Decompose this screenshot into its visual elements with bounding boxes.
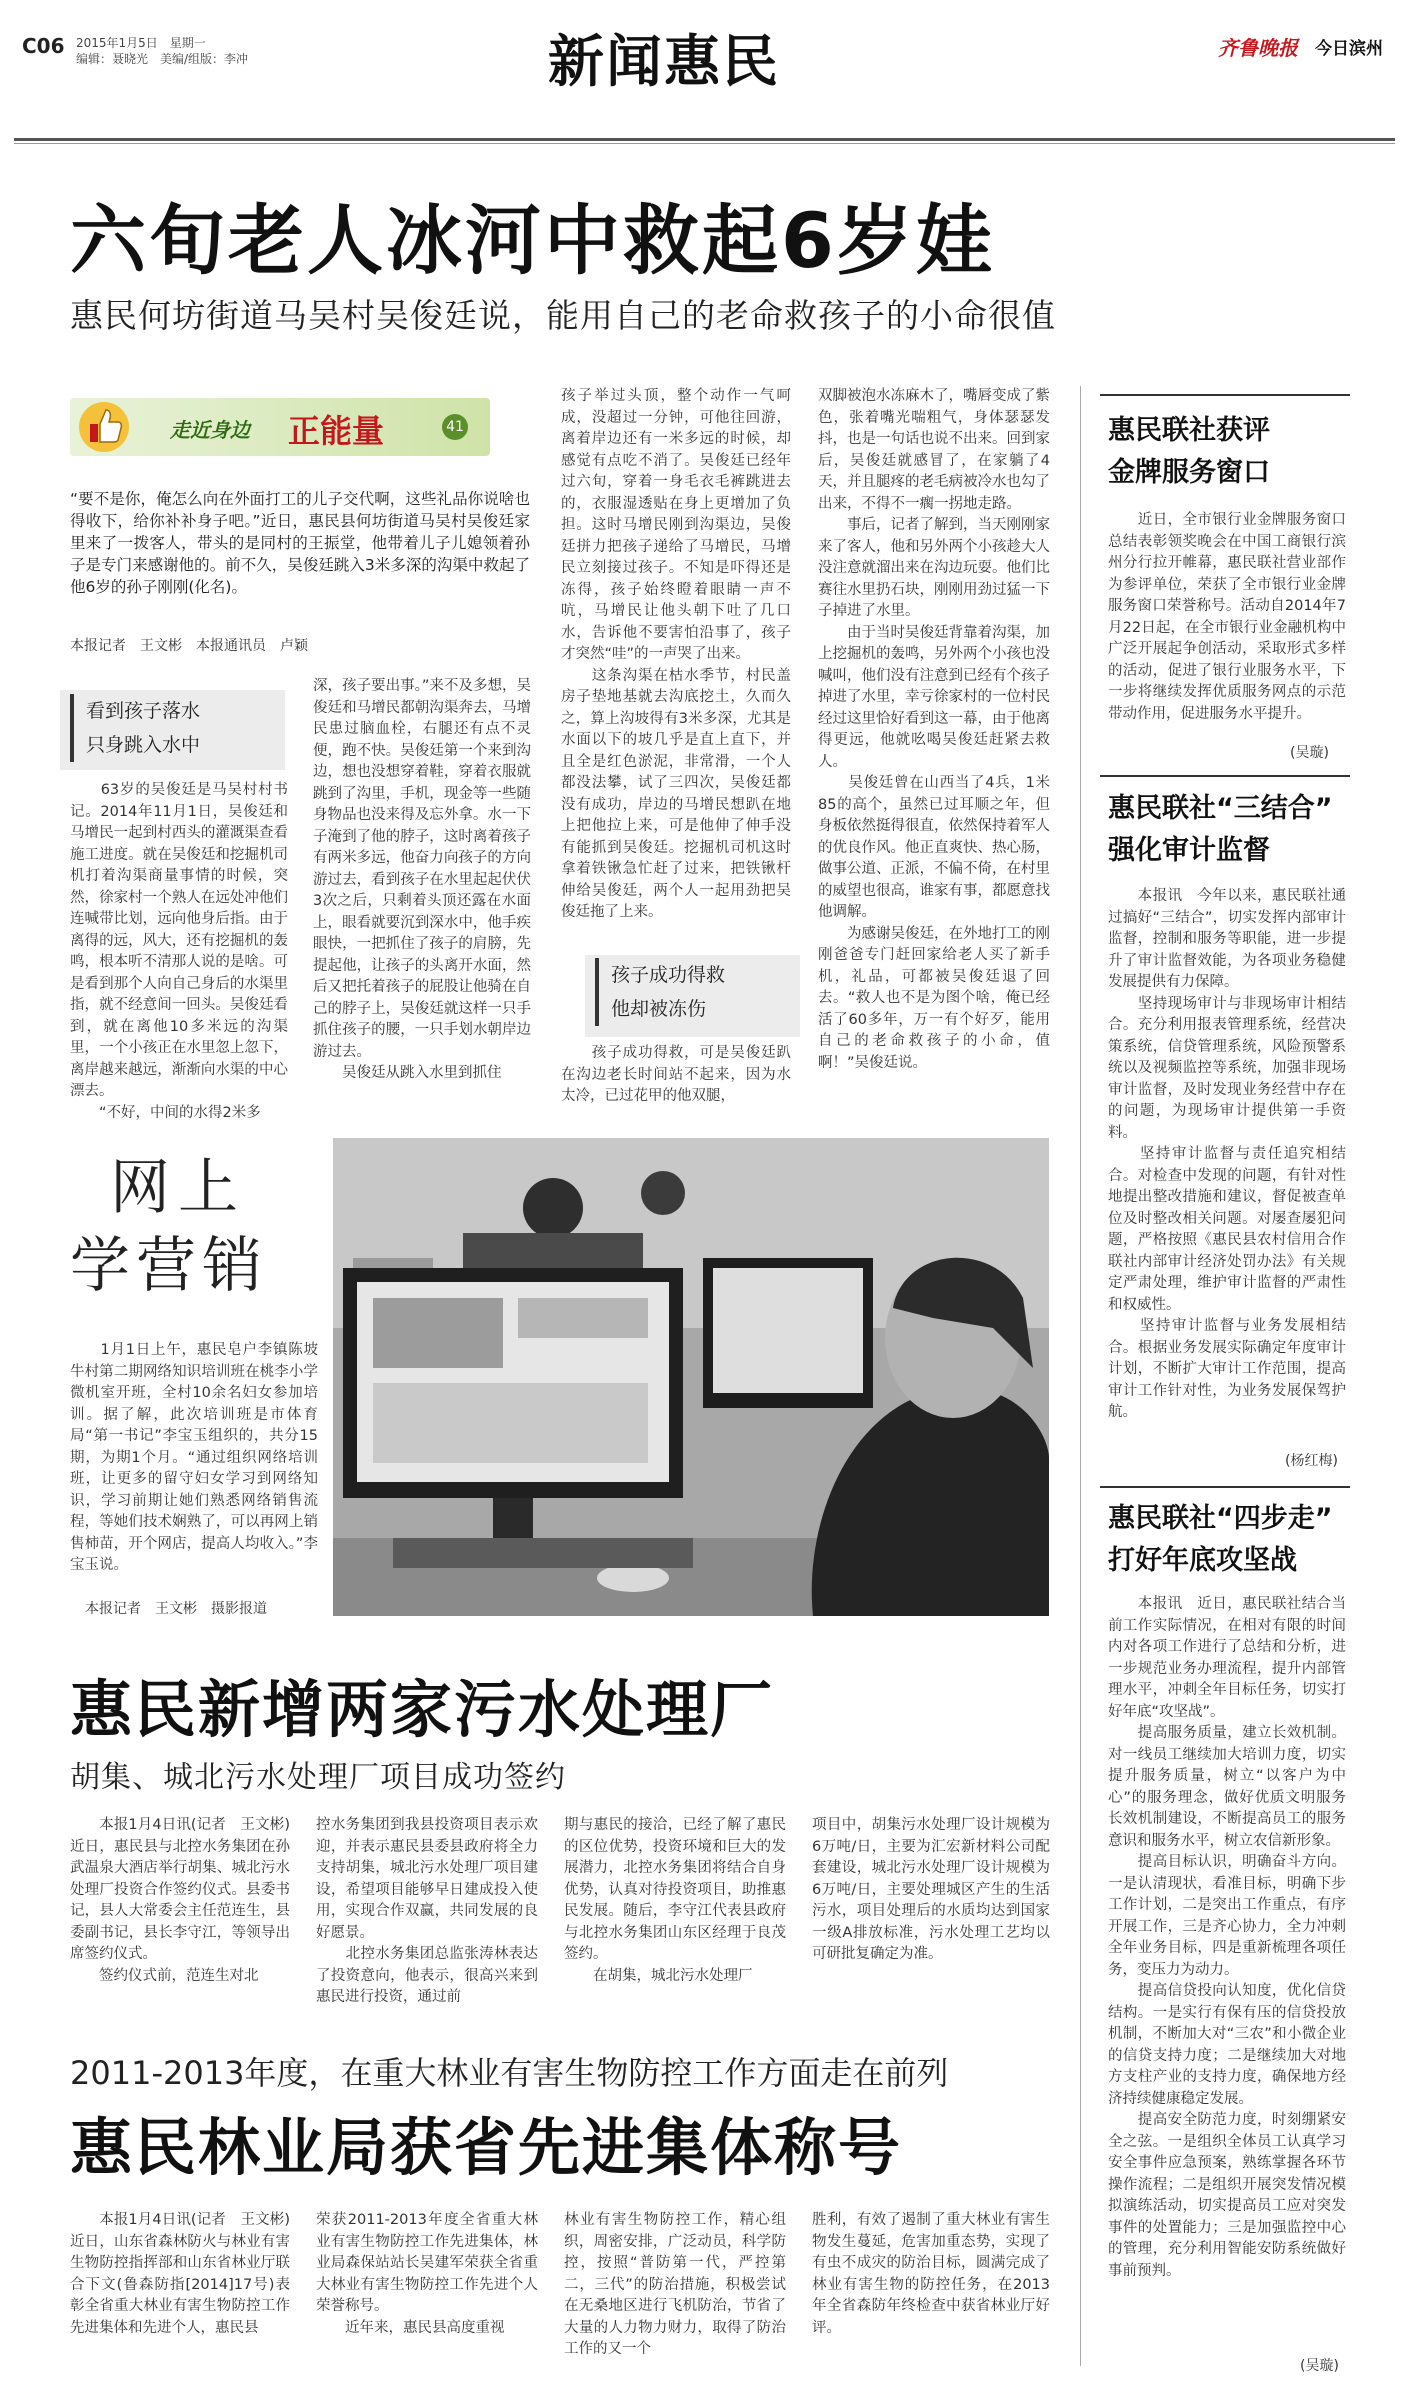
- subhead-2-line-2: 他却被冻伤: [611, 998, 707, 1020]
- sewage-col-4: 项目中，胡集污水处理厂设计规模为6万吨/日，主要为汇宏新材料公司配套建设，城北污水处理厂设计规模为6万吨/日，主要处理城区产生的生活污水，项目处理后的水质均达到国家一级A排放标准，污水处理工艺均以可研批复确定为准。: [812, 1817, 1050, 1962]
- masthead-rule: [14, 138, 1395, 141]
- column-number: 41: [442, 414, 468, 440]
- sidebar-story-3-credit: (吴璇): [1300, 2358, 1339, 2374]
- subhead-1-line-1: 看到孩子落水: [86, 700, 201, 722]
- lead-col-4: 双脚被泡水冻麻木了，嘴唇变成了紫色，张着嘴光喘粗气，身体瑟瑟发抖，也是一句话也说不出来。回到家后，吴俊廷就感冒了，在家躺了4天，并且腿疼的老毛病被冷水也勾了出来，不得不一瘸一拐地走路。 事后，记者了解到，当天刚刚家来了客人，他和另外两个小孩趁大人没注意就溜出来在沟边玩耍。他们比赛往水里扔石块，刚刚用劲过猛一下子掉进了水里。 由于当时吴俊廷背靠着沟渠，加上挖掘机的轰鸣，另外两个小孩也没喊叫，他们没有注意到已经有个孩子掉进了水里，幸亏徐家村的一位村民经过这里恰好看到这一幕，由于他离得更远，他就吆喝吴俊廷赶紧去救人。 吴俊廷曾在山西当了4兵，1米85的高个，虽然已过耳顺之年，但身板依然挺得很直，依然保持着军人的优良作风。他正直爽快、热心肠，做事公道、正派，不偏不倚，在村里的威望也很高，谁家有事，都愿意找他调解。 为感谢吴俊廷，在外地打工的刚刚爸爸专门赶回家给老人买了新手机，礼品，可都被吴俊廷退了回去。“救人也不是为图个啥，俺已经活了60多年，万一有个好歹，能用自己的老命救孩子的小命，值啊！”吴俊廷说。: [818, 388, 1050, 1071]
- issue-date: 2015年1月5日 星期一: [76, 36, 206, 50]
- sidebar-story-1-title-1: 惠民联社获评: [1108, 415, 1270, 446]
- lead-intro: “要不是你，俺怎么向在外面打工的儿子交代啊，这些礼品你说啥也得收下，给你补补身子吧。”近日，惠民县何坊街道马吴村吴俊廷家里来了一拨客人，带头的是同村的王振堂，他带着儿子儿媳领着孙子是专门来感谢他的。前不久，吴俊廷跳入3米多深的沟渠中救起了他6岁的孙子刚刚(化名)。: [70, 490, 530, 596]
- lead-col-1: 63岁的吴俊廷是马吴村村书记。2014年11月1日，吴俊廷和马增民一起到村西头的灌溉渠查看施工进度。就在吴俊廷和挖掘机司机打着沟渠商量事情的时候，突然，徐家村一个熟人在远处冲他们连喊带比划，远向他身后指。由于离得的远，风大，还有挖掘机的轰鸣，根本听不清那人说的是啥。可是看到那个人向自己身后的水渠里指，就不经意间一回头。吴俊廷看到，就在离他10多米远的沟渠里，一个小孩正在水里忽上忽下，离岸越来越远，渐渐向水渠的中心漂去。 “不好，中间的水得2米多: [70, 782, 288, 1121]
- sidebar-story-2-text: 本报讯 今年以来，惠民联社通过搞好“三结合”，切实发挥内部审计监督，控制和服务等职能，进一步提升了审计监督效能，为各项业务稳健发展提供有力保障。 坚持现场审计与非现场审计相结合。充分利用报表管理系统，经营决策系统，信贷管理系统，风险预警系统以及视频监控等系统，加强非现场审计监督，及时发现业务经营中存在的问题，为现场审计提供第一手资料。 坚持审计监督与责任追究相结合。对检查中发现的问题，有针对性地提出整改措施和建议，督促被查单位及时整改相关问题。对屡查屡犯问题，严格按照《惠民县农村信用合作联社内部审计经济处罚办法》有关规定严肃处理，维护审计监督的严肃性和权威性。 坚持审计监督与业务发展相结合。根据业务发展实际确定年度审计计划，不断扩大审计工作范围，提高审计工作针对性，为业务发展保驾护航。: [1108, 888, 1346, 1420]
- section-title: 新闻惠民: [548, 29, 780, 95]
- column-name: 正能量: [288, 412, 385, 450]
- forestry-col-2: 荣获2011-2013年度全省重大林业有害生物防控工作先进集体，林业局森保站站长吴建军荣获全省重大林业有害生物防控工作先进个人荣誉称号。 近年来，惠民县高度重视: [316, 2212, 538, 2336]
- photo-story-byline: 本报记者 王文彬 摄影报道: [85, 1601, 267, 1617]
- edition-name: 今日滨州: [1315, 39, 1383, 59]
- forestry-col-3: 林业有害生物防控工作，精心组织，周密安排，广泛动员，科学防控，按照“普防第一代，严控第二，三代”的防治措施，积极尝试在无桑地区进行飞机防治，节省了大量的人力物力财力，取得了防治工作的又一个: [564, 2212, 786, 2357]
- sidebar-story-2-title-2: 强化审计监督: [1108, 835, 1270, 866]
- sidebar-story-3-rule: [1100, 1486, 1350, 1488]
- column-label: 走近身边: [170, 418, 250, 442]
- photo-story-title-1: 网上: [110, 1153, 246, 1223]
- lead-col-3b: 孩子成功得救，可是吴俊廷趴在沟边老长时间站不起来，因为水太冷，已过花甲的他双腿，: [561, 1045, 791, 1104]
- sewage-col-1: 本报1月4日讯(记者 王文彬) 近日，惠民县与北控水务集团在孙武温泉大酒店举行胡集、城北污水处理厂投资合作签约仪式。县委书记，县人大常委会主任范连生，县委副书记，县长李守江，等领导出席签约仪式。 签约仪式前，范连生对北: [70, 1817, 290, 1984]
- lead-byline: 本报记者 王文彬 本报通讯员 卢颖: [70, 638, 308, 654]
- sidebar-story-2-rule: [1100, 775, 1350, 777]
- paper-logo: 齐鲁晚报: [1218, 36, 1298, 60]
- lead-subhead-1: [70, 694, 200, 762]
- news-photo: [333, 1138, 1049, 1616]
- sidebar-divider: [1080, 386, 1081, 2366]
- forestry-col-1: 本报1月4日讯(记者 王文彬) 近日，山东省森林防火与林业有害生物防控指挥部和山东省林业厅联合下文(鲁森防指[2014]17号)表彰全省重大林业有害生物防控工作先进集体和先进个人，惠民县: [70, 2212, 305, 2336]
- lead-subheadline: 惠民何坊街道马吴村吴俊廷说，能用自己的老命救孩子的小命很值: [70, 296, 1056, 335]
- masthead-rule-thin: [14, 143, 1395, 144]
- photo-story-title-2: 学营销: [70, 1231, 268, 1301]
- sidebar-story-3-title-1: 惠民联社“四步走”: [1108, 1503, 1333, 1534]
- lead-col-2: 深，孩子要出事。”来不及多想，吴俊廷和马增民都朝沟渠奔去，马增民患过脑血栓，右腿还有点不灵便，跑不快。吴俊廷第一个来到沟边，想也没想穿着鞋，穿着衣服就跳到了沟里，手机，现金等一些随身物品也没来得及忘外拿。水一下子淹到了他的脖子，这时离着孩子有两米多远，他奋力向孩子的方向游过去，看到孩子在水里起起伏伏3次之后，只剩着头顶还露在水面上，眼看就要沉到深水中，他手疾眼快，一把抓住了孩子的肩膀，先提起他，让孩子的头离开水面，然后又把托着孩子的屁股让他骑在自己的脖子上，吴俊廷就这样一只手抓住孩子的腰，一只手划水朝岸边游过去。 吴俊廷从跳入水里到抓住: [313, 678, 531, 1081]
- sidebar-story-2-credit: (杨红梅): [1285, 1453, 1338, 1469]
- page-number: C06: [22, 34, 65, 58]
- sidebar-story-1-credit: (吴璇): [1290, 745, 1329, 761]
- forestry-kicker: 2011-2013年度，在重大林业有害生物防控工作方面走在前列: [70, 2054, 949, 2092]
- forestry-col-4: 胜利，有效了遏制了重大林业有害生物发生蔓延，危害加重态势，实现了有虫不成灾的防治目标，圆满完成了林业有害生物的防控任务，在2013年全省森防年终检查中获省林业厅好评。: [812, 2212, 1050, 2336]
- sidebar-story-1-rule: [1100, 394, 1350, 396]
- thumbs-up-icon: [76, 400, 132, 454]
- lead-headline: 六旬老人冰河中救起6岁娃: [70, 196, 995, 285]
- lead-col-3a: 孩子举过头顶，整个动作一气呵成，没超过一分钟，可他往回游，离着岸边还有一米多远的时候，却感觉有点吃不消了。吴俊廷已经年过六旬，穿着一身毛衣毛裤跳进去的，衣服湿透贴在身上更增加了负担。这时马增民刚到沟渠边，吴俊廷拼力把孩子递给了马增民，马增民立刻接过孩子。不知是吓得还是冻得，孩子始终瞪着眼睛一声不吭，马增民让他头朝下吐了几口水，告诉他不要害怕沿事了，孩子才突然“哇”的一声哭了出来。 这条沟渠在枯水季节，村民盖房子垫地基就去沟底挖土，久而久之，算上沟坡得有3米多深，尤其是水面以下的坡几乎是直上直下，并且全是红色淤泥，非常滑，一个人都没法攀，试了三四次，吴俊廷都没有成功，岸边的马增民想趴在地上把他拉上来，可是他伸了伸手没有能抓到吴俊廷。挖掘机司机这时拿着铁锹急忙赶了过来，把铁锹杆伸给吴俊廷，两个人一起用劲把吴俊廷拖了上来。: [561, 388, 791, 920]
- forestry-headline: 惠民林业局获省先进集体称号: [70, 2111, 903, 2184]
- sidebar-story-1-title-2: 金牌服务窗口: [1108, 457, 1270, 488]
- sewage-col-3: 期与惠民的接洽，已经了解了惠民的区位优势，投资环境和巨大的发展潜力，北控水务集团将结合自身优势，认真对待投资项目，助推惠民发展。随后，李守江代表县政府与北控水务集团山东区经理于良茂签约。 在胡集，城北污水处理厂: [564, 1817, 786, 1984]
- sidebar-story-3-title-2: 打好年底攻坚战: [1108, 1545, 1297, 1576]
- sidebar-story-1-text: 近日，全市银行业金牌服务窗口总结表彰领奖晚会在中国工商银行滨州分行拉开帷幕，惠民联社营业部作为参评单位，荣获了全市银行业金牌服务窗口荣誉称号。活动自2014年7月22日起，在全市银行业金融机构中广泛开展起争创活动，采取形式多样的活动，促进了银行业服务水平，下一步将继续发挥优质服务网点的示范带动作用，促进服务水平提升。: [1108, 512, 1346, 722]
- sewage-headline: 惠民新增两家污水处理厂: [70, 1673, 775, 1746]
- sewage-subheadline: 胡集、城北污水处理厂项目成功签约: [70, 1760, 566, 1795]
- subhead-2-line-1: 孩子成功得救: [611, 964, 726, 986]
- photo-story-text: 1月1日上午，惠民皂户李镇陈坡牛村第二期网络知识培训班在桃李小学微机室开班，全村10余名妇女参加培训。据了解，此次培训班是市体育局“第一书记”李宝玉组织的，共分15期，为期1个月。“通过组织网络培训班，让更多的留守妇女学习到网络知识，学习前期让她们熟悉网络销售流程，等她们技术娴熟了，可以再网上销售柿苗，开个网店，提高人均收入。”李宝玉说。: [70, 1342, 318, 1573]
- subhead-1-line-2: 只身跳入水中: [86, 734, 201, 756]
- editor-credits: 编辑：聂晓光 美编/组版：李冲: [76, 52, 249, 66]
- sewage-col-2: 控水务集团到我县投资项目表示欢迎，并表示惠民县委县政府将全力支持胡集，城北污水处理厂项目建设，希望项目能够早日建成投入使用，实现合作双赢，共同发展的良好愿景。 北控水务集团总监张涛林表达了投资意向，他表示，很高兴来到惠民进行投资，通过前: [316, 1817, 538, 2005]
- column-banner: [70, 398, 490, 456]
- sidebar-story-3-text: 本报讯 近日，惠民联社结合当前工作实际情况，在相对有限的时间内对各项工作进行了总结和分析，进一步规范业务办理流程，提升内部管理水平，冲刺全年目标任务，切实打好年底“攻坚战”。 提高服务质量，建立长效机制。对一线员工继续加大培训力度，切实提升服务质量，树立“以客户为中心”的服务理念，做好优质文明服务长效机制建设，不断提高员工的服务意识和服务水平，树立农信新形象。 提高目标认识，明确奋斗方向。一是认清现状，看准目标，明确下步工作计划，二是突出工作重点，有序开展工作，三是齐心协力，全力冲刺全年业务目标，四是重新梳理各项任务，变压力为动力。 提高信贷投向认知度，优化信贷结构。一是实行有保有压的信贷投放机制，不断加大对“三农”和小微企业的信贷支持力度；二是继续加大对地方支柱产业的支持力度，确保地方经济持续健康稳定发展。 提高安全防范力度，时刻绷紧安全之弦。一是组织全体员工认真学习安全事件应急预案，熟练掌握各环节操作流程；二是组织开展突发情况模拟演练活动，切实提高员工应对突发事件的处置能力；三是加强监控中心的管理，充分利用智能安防系统做好事前预判。: [1108, 1596, 1346, 2279]
- lead-subhead-2: [595, 958, 725, 1026]
- sidebar-story-2-title-1: 惠民联社“三结合”: [1108, 793, 1333, 824]
